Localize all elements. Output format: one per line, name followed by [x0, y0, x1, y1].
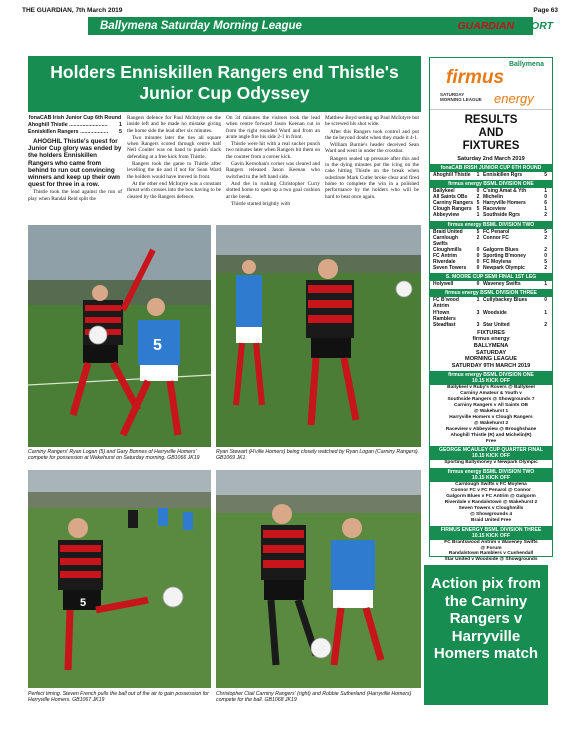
results-section — [430, 164, 552, 178]
article-paragraph: Thistle were hit with a real sucker punch two minutes later when Rangers hit them on the counter from a corner kick. — [226, 141, 320, 160]
score-goals: 5 — [119, 128, 122, 135]
article-paragraph: Matthew Boyd setting up Paul McIntyre but he screwed his shot wide. — [325, 115, 419, 128]
score-team: Ahoghill Thistle .......................... — [28, 122, 108, 129]
results-section — [430, 273, 552, 287]
results-list — [430, 164, 552, 328]
fixture-line: Raceview v Abbeyview @ Broughshane — [445, 426, 537, 432]
fixture-block-header: firmus energy BSML DIVISION TWO 10.15 KICK OFF — [430, 468, 552, 482]
photo-1-image — [28, 225, 211, 447]
firmus-energy-logo — [430, 58, 552, 110]
away-score: 0 — [544, 194, 547, 201]
results-section — [430, 221, 552, 272]
away-score: 5 — [544, 259, 547, 266]
article-paragraph: Thistle started brightly with — [231, 200, 290, 207]
panel-title-line: RESULTS — [464, 114, 518, 126]
away-team: Enniskillen Rgrs — [483, 172, 523, 178]
brand-logo — [433, 17, 553, 35]
results-fixtures-panel — [429, 57, 553, 563]
score-team: Enniskillen Rangers ................... — [28, 128, 109, 135]
home-team: Clough Rangers — [433, 206, 472, 213]
results-section-header: S. MOORE CUP SEMI FINAL 1ST LEG — [430, 273, 552, 281]
photo-3-image — [28, 470, 211, 688]
panel-title-line: AND — [478, 127, 504, 139]
away-team: Sporting B'money — [483, 252, 526, 259]
logo-league: Ballymena — [508, 61, 544, 68]
fixture-block-header: GEORGE MCAULEY CUP QUARTER FINAL 10.15 KICK OFF — [430, 446, 552, 460]
fixture-line: Carniny Amateur & Youth v — [460, 391, 522, 397]
home-score: 0 — [476, 252, 480, 259]
fixture-line: @ Showgrounds 4 — [470, 511, 512, 517]
article-column-1 — [28, 115, 122, 223]
home-score: 1 — [476, 297, 480, 304]
results-date: Saturday 2nd March 2019 — [457, 156, 525, 162]
photo-4-image — [216, 470, 421, 688]
fixture-line: @ Wakehurst 2 — [473, 420, 509, 426]
fixture-line: Free — [485, 438, 497, 444]
fixture-line: @ Wakehurst 1 — [473, 408, 509, 414]
fixture-line: Randalstown Ramblers v Cushendall — [448, 551, 534, 557]
match-photo-3 — [28, 470, 211, 688]
score-goals: 1 — [119, 122, 122, 129]
away-score: 6 — [544, 200, 547, 207]
photo-2-image — [216, 225, 421, 447]
page-number: Page 63 — [533, 7, 558, 14]
away-score: 0 — [544, 252, 547, 259]
brand-guardian: GUARDIAN — [457, 20, 515, 32]
away-team: Harryville Homers — [483, 200, 526, 207]
home-score: 5 — [476, 206, 480, 213]
fixture-block — [430, 446, 552, 466]
article-paragraph: Thistle took the lead against the run of play when Randal Reid split the — [28, 189, 122, 202]
fixture-line: Riverdale v Randalstown @ Wakehurst 2 — [444, 500, 538, 506]
fixtures-title: FIXTURES firmus energy BALLYMENA SATURDAY MORNING LEAGUE SATURDAY 9TH MARCH 2019 — [451, 329, 531, 369]
home-score: 3 — [476, 321, 480, 328]
result-row — [430, 265, 552, 271]
fixture-line: Carniny Rangers v All Saints OB — [454, 403, 528, 409]
home-team: FC Antrim — [433, 252, 457, 259]
results-section — [430, 180, 552, 218]
away-score: 5 — [544, 172, 547, 178]
home-score: 1 — [476, 212, 480, 219]
away-team: C'sing Amat & Yth — [483, 188, 527, 195]
fixture-block-header: FIRMUS ENERGY BSML DIVISION THREE 10.15 KICK OFF — [430, 526, 552, 540]
fixture-line: FC Brantswood Antrim v Waveney Swifts — [444, 539, 538, 545]
fixture-line: Galgorm Blues v FC Antrim @ Galgorm — [446, 494, 536, 500]
article-paragraph: Two minutes later the ties all square when Rangers scored through centre half Neil Coulter was on hand to punish slack defending at a free kick from Thistle. — [127, 134, 221, 160]
home-team: Ballykeel — [433, 188, 455, 195]
results-section-header: firmus energy BSML DIVISION THREE — [430, 289, 552, 297]
fixtures-list — [430, 371, 552, 563]
home-score: 3 — [476, 309, 480, 316]
home-score: 0 — [476, 259, 480, 266]
home-score: 1 — [476, 172, 480, 178]
away-score: 1 — [544, 309, 547, 316]
article-paragraph: Gavin Kernohan's corner was cleared and Rangers released Jason Keenan who switched to the left hand side. — [226, 161, 320, 180]
svg-text:5: 5 — [80, 597, 87, 609]
away-score: 2 — [544, 246, 547, 253]
brand-sport: SPORT — [517, 20, 553, 32]
panel-title — [430, 114, 552, 153]
away-team: FC Penarol — [483, 228, 510, 235]
home-team: H'town Ramblers — [433, 309, 456, 322]
home-team: Steadfast — [433, 321, 456, 328]
fixture-line: Carnlough Swifts v FC Moylena — [455, 482, 527, 488]
home-team: FC B'wood Antrim — [433, 297, 459, 310]
score-line — [28, 129, 122, 135]
away-score: 2 — [544, 321, 547, 328]
results-section — [430, 289, 552, 327]
home-score: 5 — [476, 228, 480, 235]
home-team: Holywell — [433, 281, 454, 288]
logo-energy: energy — [494, 91, 534, 106]
result-row — [430, 310, 552, 322]
home-score: 2 — [476, 194, 480, 201]
away-team: Newpark Olympic — [483, 265, 525, 272]
article-column-4 — [325, 115, 419, 223]
away-score: 5 — [544, 228, 547, 235]
section-bar: Ballymena Saturday Morning League — [88, 17, 533, 35]
away-score: 0 — [544, 297, 547, 304]
home-score: 5 — [476, 200, 480, 207]
fixture-block — [430, 468, 552, 523]
article-column-2 — [127, 115, 221, 223]
article-paragraph: After this Rangers took control and put the tie beyond doubt when they made it 4-1. — [325, 128, 419, 141]
caption-photo-4: Christopher Clail Carniny Rangers' (right) and Robbie Sutherland (Harryville Homers) compete for the ball. GB1068 JK19 — [216, 691, 412, 704]
fixture-line: Harryville Homers v Clough Rangers — [449, 414, 533, 420]
away-team: Connor FC — [483, 234, 509, 241]
away-team: Raceview — [483, 206, 506, 213]
article-kicker: fonaCAB Irish Junior Cup 6th Round — [28, 115, 122, 121]
away-team: Woodside — [483, 309, 507, 316]
away-score: 1 — [544, 206, 547, 213]
results-section-header: firmus energy BSML DIVISION TWO — [430, 221, 552, 229]
svg-text:5: 5 — [153, 337, 162, 354]
home-team: Seven Towers — [433, 265, 467, 272]
article-paragraph: Rangers sealed up pressure after this and in the dying minutes put the icing on the cake hitting Thistle on the break when substitute Mark Cutler broke clear and fired home to complete the win in a polished performance by the holders who will be hard to beat once again. — [325, 155, 419, 200]
fixture-line: Sporting Ballymoney v Newpark Olympic — [444, 460, 538, 466]
home-team: Cloughmills — [433, 246, 462, 253]
action-pix-promo: Action pix from the Carniny Rangers v Harryville Homers match — [424, 565, 548, 705]
article-paragraph: At the other end McIntyre was a constant threat with crosses into the box having to be cleared by the Rangers defence. — [127, 180, 221, 200]
home-score: 0 — [476, 246, 480, 253]
article-paragraph: Rangers took the game to Thistle after levelling the tie and if not for Sean Ward the holders would have moved in front. — [127, 161, 221, 180]
article-paragraph: Rangers defence for Paul McIntyre on the inside left and he made no mistake giving the home side the lead after six minutes. — [127, 115, 221, 134]
away-team: Cullybackey Blues — [483, 297, 528, 304]
away-team: Southside Rgrs — [483, 212, 520, 219]
article-column-3 — [226, 115, 320, 223]
result-row — [430, 212, 552, 218]
result-row — [430, 172, 552, 178]
away-score: 2 — [544, 265, 547, 272]
home-team: Abbeyview — [433, 212, 460, 219]
caption-photo-1: Carniny Rangers' Ryan Logan (5) and Gary Bonnes of Harryville Homers' compete for possession at Wakehurst on Saturday morning. GB1066 JK19 — [28, 449, 200, 462]
home-team: All Saints OBs — [433, 194, 468, 201]
away-score: 2 — [544, 234, 547, 241]
article-lead: AHOGHIL Thistle's quest for Junior Cup glory was ended by the holders Enniskillen Rangers who came from behind to run out convincing winners and keep up their own quest for three in a row. — [28, 137, 122, 189]
logo-firmus: firmus — [446, 67, 505, 88]
away-team: Michelin — [483, 194, 504, 201]
home-score: 0 — [476, 281, 480, 288]
article-paragraph: And the in rushing Christopher Curry slotted home to open up a two goal cushion at the break. — [226, 180, 320, 200]
caption-photo-2: Ryan Stewart (H'ville Homers) being closely watched by Ryan Logan (Carniny Rangers). GB1069 JK1 — [216, 449, 420, 462]
away-score: 1 — [544, 281, 547, 288]
logo-sat: SATURDAY MORNING LEAGUE — [440, 92, 482, 102]
fixture-block — [430, 526, 552, 564]
fixture-line: Southside Rangers @ Showgrounds 7 — [447, 397, 535, 403]
home-score: 0 — [476, 265, 480, 272]
article-paragraph: On 34 minutes the visitors took the lead when centre forward Jason Keenan cut in from the right rounded Ward and from an acute angle fire his side 2-1 in front. — [226, 115, 320, 140]
headline: Holders Enniskillen Rangers end Thistle's Junior Cup Odyssey — [28, 56, 421, 112]
panel-title-line: FIXTURES — [462, 140, 520, 152]
fixture-line: @ Forum — [480, 545, 502, 551]
fixture-line: Seven Towers v Cloughmills — [458, 505, 524, 511]
away-team: Waveney Swifts — [483, 281, 521, 288]
match-photo-1 — [28, 225, 211, 447]
home-team: Carnlough Swifts — [433, 234, 458, 247]
away-team: Star United — [483, 321, 510, 328]
home-team: Carniny Rangers — [433, 200, 474, 207]
article-paragraph: William Burnie's header deceived Sean Ward and went in under the crossbar. — [325, 142, 419, 155]
match-photo-2 — [216, 225, 421, 447]
fixture-line: Star United v Woodside @ Showgrounds — [444, 557, 538, 563]
home-team: Ahoghill Thistle — [433, 172, 471, 178]
away-team: Galgorm Blues — [483, 246, 519, 253]
match-photo-4 — [216, 470, 421, 688]
result-row — [430, 297, 552, 309]
home-score: 0 — [476, 188, 480, 195]
away-team: FC Moylena — [483, 259, 512, 266]
fixture-line: Ballykeel v Ruby's Rovers @ Ballykeel — [447, 385, 535, 391]
results-section-header: fonaCAB IRISH JUNIOR CUP 6TH ROUND — [430, 164, 552, 172]
results-section-header: firmus energy BSML DIVISION ONE — [430, 180, 552, 188]
article-body — [28, 115, 421, 223]
fixture-line: Braid United Free — [471, 517, 511, 523]
home-score: 2 — [476, 234, 480, 241]
masthead — [22, 6, 558, 16]
fixture-line: Connor FC v FC Penarol @ Connor — [451, 488, 531, 494]
result-row — [430, 281, 552, 287]
paper-date: THE GUARDIAN, 7th March 2019 — [22, 7, 123, 14]
fixture-block — [430, 371, 552, 444]
away-score: 1 — [544, 188, 547, 195]
fixture-block-header: firmus energy BSML DIVISION ONE 10.15 KICK OFF — [430, 371, 552, 385]
fixture-line: Ahoghill Thistle (R) and Michelin(R) — [450, 432, 532, 438]
result-row — [430, 235, 552, 247]
result-row — [430, 322, 552, 328]
home-team: Riverdale — [433, 259, 456, 266]
away-score: 2 — [544, 212, 547, 219]
caption-photo-3: Perfect timing. Steven French pulls the ball out of the air to gain possession for Harryville Homers. GB1067 JK19 — [28, 691, 209, 704]
home-team: Braid United — [433, 228, 463, 235]
